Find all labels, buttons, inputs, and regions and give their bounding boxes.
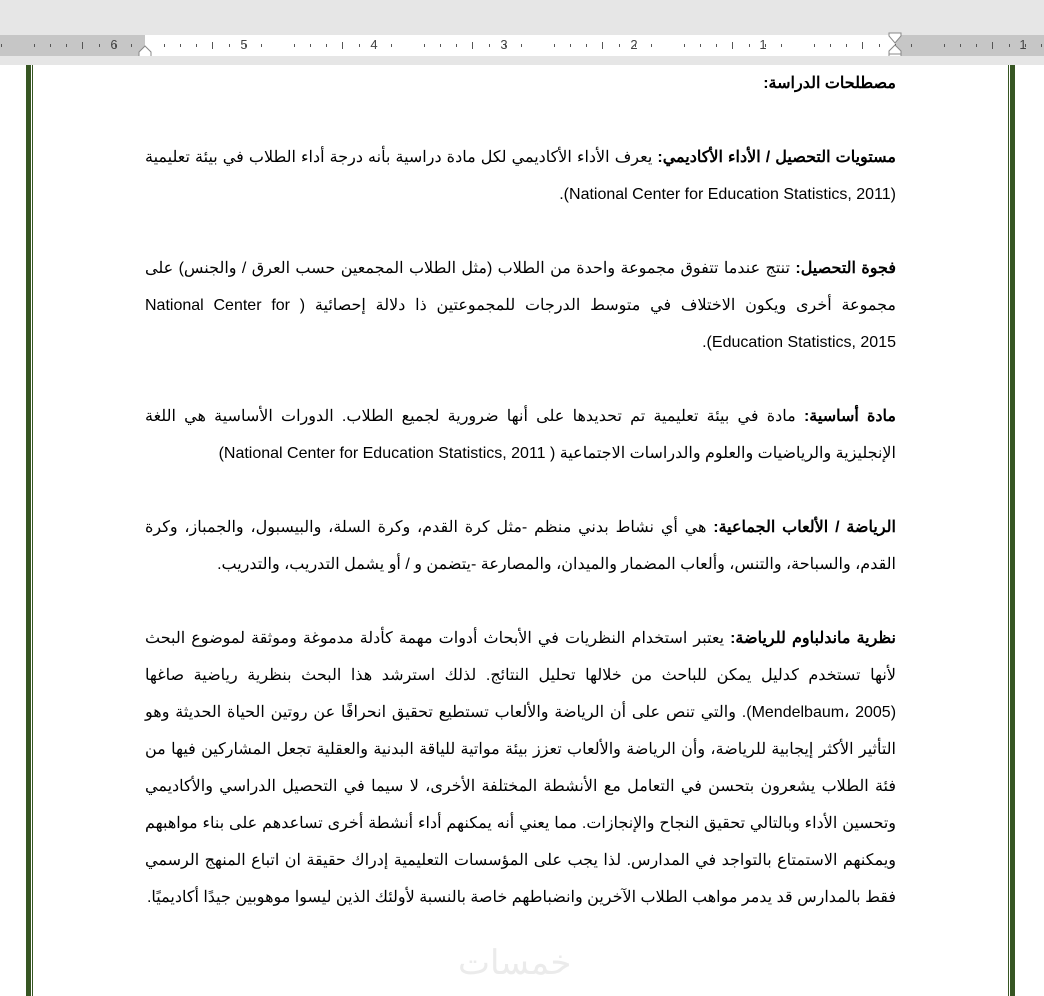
ruler-tick <box>50 44 51 47</box>
paragraph-achievement-levels <box>145 139 896 213</box>
ruler-tick <box>326 44 327 47</box>
ruler-number: 2 <box>630 37 638 52</box>
ruler-number: 4 <box>370 37 378 52</box>
paragraph-text: مادة في بيئة تعليمية تم تحديدها على أنها ضرورية لجميع الطلاب. الدورات الأساسية هي اللغة الإنجليزية والرياضيات والعلوم والدراسات الاجتماعية ( National Center for Education Statistics, 2011) <box>145 408 896 462</box>
ruler-tick <box>619 44 620 47</box>
ruler-tick <box>164 44 165 47</box>
ruler-tick <box>472 42 473 49</box>
ruler-tick <box>862 42 863 49</box>
ruler-tick <box>781 44 782 47</box>
ruler-text-area <box>145 35 895 56</box>
ruler-tick <box>294 44 295 47</box>
ruler-tick <box>586 44 587 47</box>
ruler-tick <box>684 44 685 47</box>
page-border-left-inner <box>32 65 33 996</box>
ruler-number: 3 <box>500 37 508 52</box>
ruler-tick <box>749 44 750 47</box>
ribbon-area <box>0 0 1044 35</box>
paragraph-text: يعتبر استخدام النظريات في الأبحاث أدوات مهمة كأدلة مدموغة وموثقة لموضوع البحث لأنها تستخدم كدليل يمكن للباحث من خلالها تحليل النتائج. لذلك استرشد هذا البحث بنظرية رياضية صاغها (Mendelbaum، 2005). والتي تنص على أن الرياضة والألعاب تستطيع تحقيق انحرافًا عن روتين الحياة الحديثة وهو التأثير الأكثر إيجابية للرياضة، وأن الرياضة والألعاب تعزز بيئة مواتية للياقة البدنية والعقلية تجعل المشاركين فيها من فئة الطلاب يشعرون بتحسن في التعامل مع الأنشطة المختلفة الأخرى، لا سيما في التحصيل الدراسي والأكاديمي وتحسين الأداء وبالتالي تحقيق النجاح والإنجازات. مما يعني أنه يمكنهم أداء أنشطة أخرى تساعدهم على بناء مواهبهم ويمكنهم الاستمتاع بالتواجد في المدارس. لذا يجب على المؤسسات التعليمية إدراك حقيقة ان اتباع المنهج الرسمي فقط بالمدارس قد يدمر مواهب الطلاب الآخرين وانضباطهم خاصة بالنسبة لأولئك الذين ليسوا موهوبين جيدًا أكاديميًا. <box>145 630 897 906</box>
ruler-tick <box>570 44 571 47</box>
ruler-bottom-strip <box>0 56 1044 65</box>
ruler-tick <box>82 42 83 49</box>
ruler-tick <box>732 42 733 49</box>
term-label: فجوة التحصيل: <box>795 260 897 277</box>
page-border-right-inner <box>1008 65 1009 996</box>
page-border-left <box>26 65 31 996</box>
ruler-tick <box>99 44 100 47</box>
term-label: مستويات التحصيل / الأداء الأكاديمي: <box>657 149 896 166</box>
section-heading: مصطلحات الدراسة: <box>763 75 896 92</box>
horizontal-ruler[interactable] <box>0 35 1044 56</box>
ruler-tick <box>846 44 847 47</box>
ruler-tick <box>944 44 945 47</box>
ruler-tick <box>700 44 701 47</box>
ruler-tick <box>992 42 993 49</box>
ruler-tick <box>1009 44 1010 47</box>
ruler-tick <box>196 44 197 47</box>
paragraph-mandelbaum-theory <box>145 620 896 916</box>
paragraph-core-subject <box>145 398 896 472</box>
ruler-tick <box>440 44 441 47</box>
term-label: مادة أساسية: <box>803 408 896 425</box>
ruler-number: 1 <box>759 37 767 52</box>
ruler-tick <box>814 44 815 47</box>
paragraph-achievement-gap <box>145 250 896 361</box>
watermark-logo: خمسات <box>458 944 572 982</box>
ruler-tick <box>911 44 912 47</box>
ruler-tick <box>1 44 2 47</box>
ruler-tick <box>554 44 555 47</box>
ruler-tick <box>879 44 880 47</box>
ruler-tick <box>651 44 652 47</box>
ruler-tick <box>212 42 213 49</box>
document-page[interactable] <box>0 65 1044 996</box>
ruler-tick <box>66 44 67 47</box>
ruler-tick <box>602 42 603 49</box>
ruler-tick <box>1041 44 1042 47</box>
ruler-tick <box>830 44 831 47</box>
ruler-tick <box>424 44 425 47</box>
ruler-tick <box>716 44 717 47</box>
ruler-tick <box>131 44 132 47</box>
paragraph-team-sports <box>145 509 896 583</box>
page-border-right <box>1010 65 1015 996</box>
ruler-tick <box>456 44 457 47</box>
term-label: الرياضة / الألعاب الجماعية: <box>713 519 896 536</box>
term-label: نظرية ماندلباوم للرياضة: <box>730 630 896 647</box>
paragraph-text: هي أي نشاط بدني منظم -مثل كرة القدم، وكرة السلة، والبيسبول، والجمباز، وكرة القدم، والسباحة، والتنس، وألعاب المضمار والميدان، والمصارعة -يتضمن و / أو يشمل التدريب، والتدريب. <box>145 519 896 573</box>
paragraph-text: تنتج عندما تتفوق مجموعة واحدة من الطلاب (مثل الطلاب المجمعين حسب العرق / والجنس) على مجموعة أخرى ويكون الاختلاف في متوسط الدرجات للمجموعتين ذا دلالة إحصائية ( National Center for Education Statistics, 2015). <box>145 260 896 351</box>
ruler-tick <box>229 44 230 47</box>
ruler-tick <box>960 44 961 47</box>
paragraph-text: يعرف الأداء الأكاديمي لكل مادة دراسية بأنه درجة أداء الطلاب في بيئة تعليمية (National Center for Education Statistics, 2011). <box>145 149 896 203</box>
ruler-number: 6 <box>110 37 118 52</box>
ruler-tick <box>34 44 35 47</box>
ruler-tick <box>261 44 262 47</box>
ruler-tick <box>180 44 181 47</box>
ruler-tick <box>310 44 311 47</box>
ruler-tick <box>342 42 343 49</box>
ruler-tick <box>359 44 360 47</box>
ruler-number: 1 <box>1019 37 1027 52</box>
ruler-number: 5 <box>240 37 248 52</box>
ruler-tick <box>489 44 490 47</box>
document-body[interactable] <box>145 65 896 916</box>
ruler-tick <box>521 44 522 47</box>
ruler-tick <box>976 44 977 47</box>
ruler-tick <box>391 44 392 47</box>
